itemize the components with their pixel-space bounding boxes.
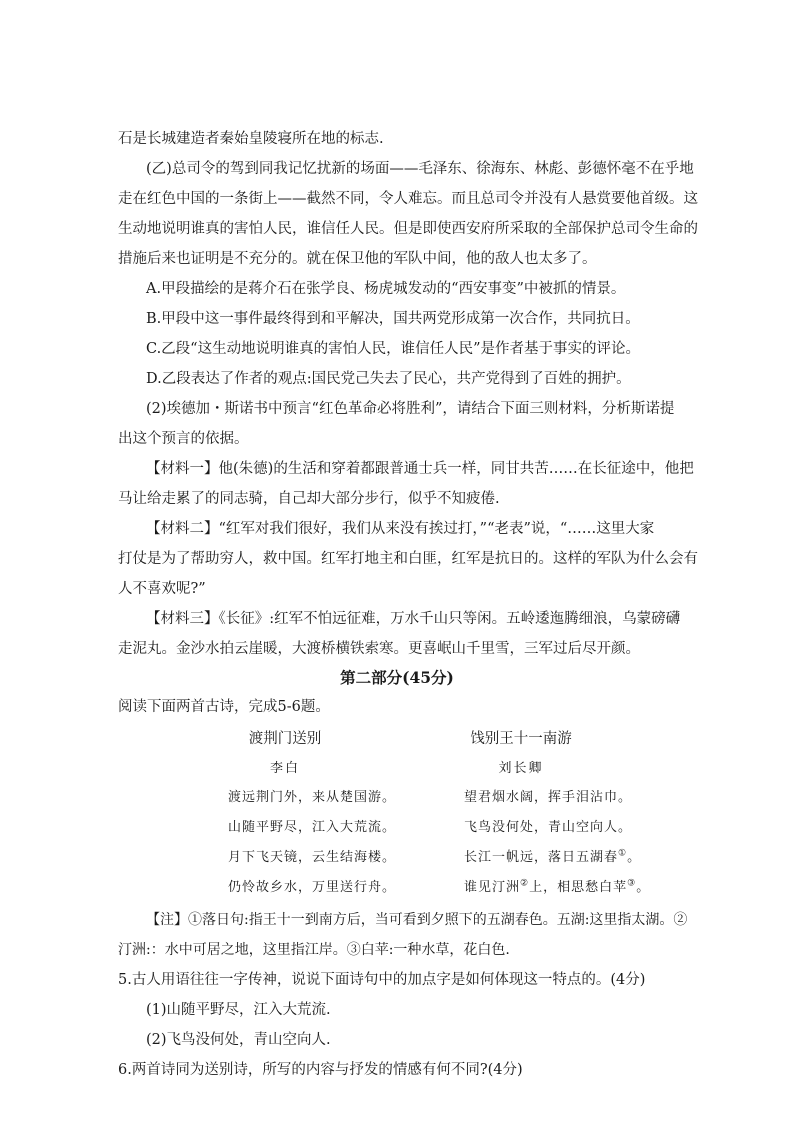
question-2-line: 出这个预言的依据。	[118, 431, 249, 447]
poem-2-line: 飞鸟没何处，青山空向人。	[464, 820, 633, 835]
poem-1-line: 渡远荆门外，来从楚国游。	[228, 790, 397, 805]
poem-1-line: 仍怜故乡水，万里送行舟。	[228, 880, 397, 895]
poem-2-line-4-part-b: 上，相思愁白苹	[529, 880, 628, 895]
passage-yi-line: 措施后来也证明是不充分的。就在保卫他的军队中间，他的敌人也太多了。	[118, 251, 597, 267]
question-5-item: (1)山随平野尽，江入大荒流.	[146, 1002, 331, 1018]
option-a: A.甲段描绘的是蒋介石在张学良、杨虎城发动的“西安事变”中被抓的情景。	[146, 281, 626, 297]
poem-2-line-3-text: 长江一帆远，落日五湖春	[464, 850, 619, 865]
poem-1-author: 李白	[269, 761, 300, 776]
section-title: 第二部分(45分)	[340, 668, 454, 687]
question-6-stem: 6.两首诗同为送别诗，所写的内容与抒发的情感有何不同?(4分)	[118, 1062, 523, 1078]
poem-2-line-3	[464, 848, 642, 865]
question-2-line: (2)埃德加・斯诺书中预言“红色革命必将胜利”，请结合下面三则材料，分析斯诺提	[146, 401, 675, 417]
option-b: B.甲段中这一事件最终得到和平解决，国共两党形成第一次合作，共同抗日。	[146, 311, 640, 327]
material-2-line: 打仗是为了帮助穷人，救中国。红军打地主和白匪，红军是抗日的。这样的军队为什么会有	[118, 551, 698, 567]
material-1-line: 马让给走累了的同志骑，自己却大部分步行，似乎不知疲倦.	[118, 491, 500, 507]
instruction: 阅读下面两首古诗，完成5-6题。	[118, 699, 330, 715]
poem-2-line: 望君烟水阔，挥手泪沾巾。	[464, 790, 633, 805]
material-1-line: 【材料一】他(朱德)的生活和穿着都跟普通士兵一样，同甘共苦……在长征途中，他把	[146, 461, 694, 477]
note-line: 【注】①落日句:指王十一到南方后，当可看到夕照下的五湖春色。五湖:这里指太湖。②	[146, 912, 688, 928]
option-c: C.乙段“这生动地说明谁真的害怕人民，谁信任人民”是作者基于事实的评论。	[146, 341, 641, 357]
poem-1-title: 渡荆门送别	[248, 731, 322, 747]
material-3-line: 走泥丸。金沙水拍云崖暖，大渡桥横铁索寒。更喜岷山千里雪，三军过后尽开颜。	[118, 641, 640, 657]
footnote-mark-1: ①	[618, 848, 628, 859]
material-2-line: 【材料二】“红军对我们很好，我们从来没有挨过打，”“老表”说，“……这里大家	[146, 521, 655, 537]
option-d: D.乙段表达了作者的观点:国民党己失去了民心，共产党得到了百姓的拥护。	[146, 371, 631, 387]
poem-2-author: 刘长卿	[498, 761, 544, 776]
poem-1-line: 山随平野尽，江入大荒流。	[228, 820, 397, 835]
passage-line: 石是长城建造者秦始皇陵寝所在地的标志.	[118, 131, 384, 147]
question-5-stem: 5.古人用语往往一字传神，说说下面诗句中的加点字是如何体现这一特点的。(4分)	[118, 972, 646, 988]
passage-yi-line: (乙)总司令的驾到同我记忆扰新的场面——毛泽东、徐海东、林彪、彭德怀毫不在乎地	[146, 161, 694, 177]
poem-2-line-4-end: 。	[636, 880, 651, 895]
poem-2-line-4	[464, 878, 651, 895]
note-line: 汀洲:：水中可居之地，这里指江岸。③白苹:一种水草，花白色.	[118, 942, 510, 958]
material-2-line: 人不喜欢呢?”	[118, 581, 206, 597]
passage-yi-line: 生动地说明谁真的害怕人民，谁信任人民。但是即使西安府所采取的全部保护总司令生命的	[118, 221, 698, 237]
passage-yi-line: 走在红色中国的一条街上——截然不同，令人难忘。而且总司令并没有人悬赏要他首级。这	[118, 191, 698, 207]
material-3-line: 【材料三】《长征》:红军不怕远征难，万水千山只等闲。五岭逶迤腾细浪，乌蒙磅礴	[146, 611, 681, 627]
footnote-mark-3: ③	[627, 878, 637, 889]
question-5-item: (2)飞鸟没何处，青山空向人.	[146, 1032, 331, 1048]
footnote-mark-2: ②	[520, 878, 530, 889]
poem-2-title: 饯别王十一南游	[470, 731, 572, 747]
poem-2-line-3-end: 。	[627, 850, 642, 865]
poem-2-line-4-part-a: 谁见汀洲	[464, 880, 521, 895]
poem-1-line: 月下飞天镜，云生结海楼。	[228, 850, 397, 865]
